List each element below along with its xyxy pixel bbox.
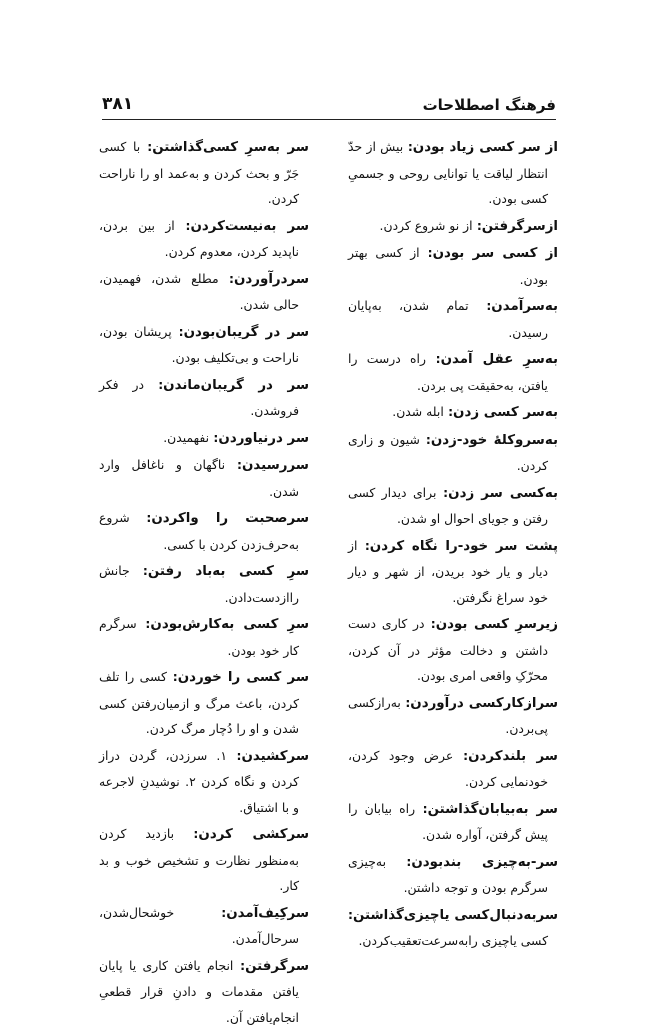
dictionary-entry <box>99 213 309 265</box>
dictionary-entry <box>348 293 558 345</box>
entry-term: سر بلندکردن <box>468 748 558 764</box>
entry-separator: : <box>209 429 219 445</box>
entry-term: از کسی سر بودن <box>432 246 559 261</box>
dictionary-entry <box>348 743 558 795</box>
dictionary-entry <box>99 425 309 452</box>
entry-term: سر در گریبان‌ماندن <box>163 377 309 393</box>
dictionary-entry <box>348 902 558 954</box>
dictionary-entry <box>348 399 558 426</box>
entry-definition: در کاری دست داشتن و دخالت مؤثر در آن کردن، محرّکِ واقعی امری بودن. <box>348 616 548 683</box>
entry-definition: کسی را تلف کردن، باعث مرگ و ازمیان‌رفتن کسی شدن و او را دُچار مرگ کردن. <box>99 669 299 736</box>
dictionary-entry <box>348 849 558 901</box>
entry-separator: : <box>443 404 454 419</box>
dictionary-entry <box>99 372 309 424</box>
dictionary-entry <box>99 611 309 663</box>
entry-definition: ۱. سرزدن، گردن دراز کردن و نگاه کردن ۲. نوشیدنِ لاجرعه و با اشتیاق. <box>99 747 299 815</box>
entry-separator: : <box>218 270 234 286</box>
entry-separator: : <box>468 298 492 313</box>
entry-definition: بازدید کردن به‌منظور نظارت و تشخیص خوب و بد کار. <box>99 826 299 893</box>
entry-separator: : <box>357 537 370 553</box>
entry-separator: : <box>436 484 449 500</box>
entry-separator: : <box>403 139 413 154</box>
entry-term: سر کسی را خوردن <box>177 670 309 685</box>
dictionary-entry <box>99 953 309 1031</box>
dictionary-entry <box>348 213 558 240</box>
dictionary-entry <box>348 796 558 848</box>
entry-definition: با کسی جَرّ و بحث کردن و به‌عمد او را ناراحت کردن. <box>99 139 299 206</box>
entry-separator: : <box>140 139 153 154</box>
entry-definition: انجام یافتن کاری یا پایان یافتن مقدمات و دادنِ قرار قطعیِ انجام‌یافتن آن. <box>99 957 299 1025</box>
dictionary-entry <box>348 690 558 742</box>
entry-term: سر به‌نیست‌کردن <box>190 218 309 234</box>
dictionary-entry <box>99 452 309 504</box>
entry-term: سرکشی کردن <box>198 827 309 842</box>
entry-definition: تمام شدن، به‌پایان رسیدن. <box>348 298 548 340</box>
dictionary-entry <box>348 611 558 689</box>
entry-term: سر به‌بیابان‌گذاشتن <box>427 801 558 817</box>
dictionary-entry <box>99 900 309 952</box>
entry-term: به‌کسی سر زدن <box>448 485 558 501</box>
dictionary-entry <box>348 134 558 212</box>
entry-separator: : <box>400 694 411 710</box>
entry-separator: : <box>472 217 482 233</box>
entry-term: ازسرگرفتن <box>481 218 558 234</box>
dictionary-entry <box>99 821 309 899</box>
entry-separator: : <box>166 669 178 684</box>
entry-definition: پریشان بودن، ناراحت و بی‌تکلیف بودن. <box>99 323 299 365</box>
entry-term: سر در گریبان‌بودن <box>183 324 309 340</box>
entry-separator: : <box>419 431 431 447</box>
entry-definition: از نو شروع کردن. <box>379 217 473 233</box>
header-rule <box>102 119 556 120</box>
entry-separator: : <box>453 747 469 763</box>
entry-definition: راه بیابان را پیش گرفتن، آواره شدن. <box>348 800 548 842</box>
entry-definition: برای دیدار کسی رفتن و جویای احوال او شدن. <box>348 484 548 526</box>
dictionary-entry <box>348 346 558 398</box>
entry-definition: از دیار و یار خود بریدن، از شهر و دیار خود سراغ نگرفتن. <box>348 537 548 605</box>
dictionary-entry <box>99 505 309 557</box>
entry-separator: : <box>171 323 184 339</box>
entry-term: به‌سرِ عقل آمدن <box>440 352 558 367</box>
entry-term: سربه‌دنبال‌کسی یاچیزی‌گذاشتن <box>352 907 558 923</box>
dictionary-entry <box>99 743 309 821</box>
entry-definition: ابله شدن. <box>392 404 444 419</box>
page-number: ۳۸۱ <box>102 94 134 114</box>
entry-separator: : <box>227 747 242 763</box>
entry-separator: : <box>424 616 436 631</box>
entry-definition: خوشحال‌شدن، سرحال‌آمدن. <box>99 904 299 946</box>
entry-separator: : <box>143 376 164 392</box>
entry-separator: : <box>174 217 191 233</box>
entry-definition: به‌رازکسی پی‌بردن. <box>348 694 548 736</box>
entry-separator: : <box>136 616 151 631</box>
entry-separator: : <box>348 906 353 922</box>
entry-definition: جانش رااز‌دست‌دادن. <box>99 563 299 605</box>
entry-term: سر به‌سرِ کسی‌گذاشتن <box>152 140 309 155</box>
entry-definition: از بین بردن، ناپدید کردن، معدوم کردن. <box>99 217 299 259</box>
entry-definition: شروع به‌حرف‌زدن کردن با کسی. <box>99 510 299 552</box>
entry-definition: به‌چیزی سرگرم بودن و توجه داشتن. <box>348 853 548 895</box>
entry-term: از سر کسی زیاد بودن <box>412 140 558 155</box>
entry-definition: راه درست را یافتن، به‌حقیقت پی بردن. <box>348 351 548 393</box>
entry-separator: : <box>129 510 152 525</box>
page-header <box>102 88 556 114</box>
entry-term: سر-به‌چیزی بندبودن <box>411 854 558 870</box>
entry-term: سر درنیاوردن <box>218 430 309 446</box>
entry-separator: : <box>425 351 441 366</box>
dictionary-entry <box>348 240 558 292</box>
entry-term: سرِ کسی به‌باد رفتن <box>147 564 309 579</box>
entry-definition: سرگرم کار خود بودن. <box>99 616 299 658</box>
dictionary-entry <box>99 134 309 212</box>
entry-separator: : <box>419 245 433 260</box>
entry-definition: شیون و زاری کردن. <box>348 431 548 473</box>
entry-definition: مطلع شدن، فهمیدن، حالی شدن. <box>99 270 299 312</box>
entry-term: سررسیدن <box>241 458 309 473</box>
dictionary-entry <box>348 427 558 479</box>
entry-term: پشت سر خود-را نگاه کردن <box>369 538 558 554</box>
entry-term: سرازکارکسی درآوردن <box>410 695 558 711</box>
entry-term: سرگرفتن <box>245 958 309 974</box>
entry-separator: : <box>174 904 227 920</box>
dictionary-entry <box>348 480 558 532</box>
entry-separator: : <box>386 853 412 869</box>
entry-term: به‌سرآمدن <box>491 299 558 314</box>
entry-term: سرِ کسی به‌کارش‌بودن <box>150 617 309 632</box>
entry-definition: عرض وجود کردن، خودنمایی کردن. <box>348 747 548 789</box>
entry-definition: بیش از حدّ انتظار لیاقت یا توانایی روحی و جسمیِ کسی بودن. <box>348 139 548 206</box>
entry-term: سردرآوردن <box>233 271 309 287</box>
running-title: فرهنگ اصطلاحات <box>422 96 556 114</box>
dictionary-entry <box>99 266 309 318</box>
entry-term: زیرسرِ کسی بودن <box>435 617 558 632</box>
entry-definition: در فکر فروشدن. <box>99 376 299 418</box>
dictionary-entry <box>348 533 558 611</box>
entry-term: به‌سر کسی زدن <box>453 405 558 420</box>
entry-separator: : <box>225 457 242 472</box>
entry-definition: کسی یاچیزی رابه‌سرعت‌تعقیب‌کردن. <box>358 933 548 948</box>
entry-term: سرکشیدن <box>241 748 309 764</box>
right-column <box>348 134 558 955</box>
entry-separator: : <box>129 563 148 578</box>
dictionary-entry <box>99 558 309 610</box>
entry-definition: نفهمیدن. <box>163 429 210 445</box>
entry-term: به‌سروکلهٔ خود-زدن <box>430 432 558 448</box>
entry-term: سرکِیف‌آمدن <box>226 905 309 921</box>
entry-separator: : <box>233 957 246 973</box>
dictionary-entry <box>99 319 309 371</box>
dictionary-entry <box>99 664 309 742</box>
left-column <box>99 134 309 1031</box>
entry-term: سرصحبت را واکردن <box>151 511 309 526</box>
entry-separator: : <box>415 800 428 816</box>
entry-separator: : <box>174 826 199 841</box>
entry-definition: از کسی بهتر بودن. <box>348 245 548 287</box>
entry-definition: ناگهان و ناغافل وارد شدن. <box>99 457 299 499</box>
